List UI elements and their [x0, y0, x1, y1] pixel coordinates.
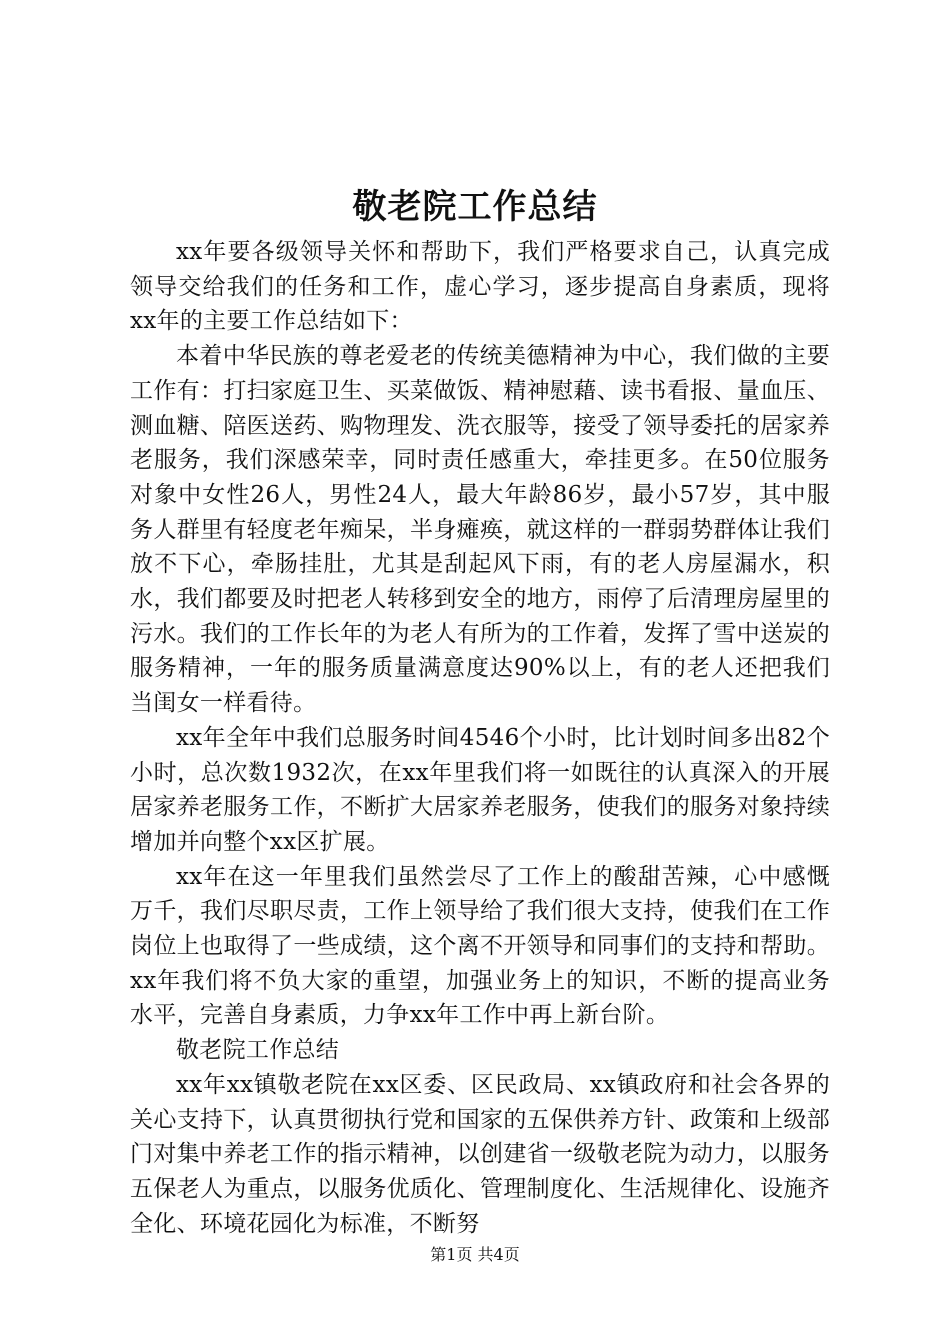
- paragraph: 本着中华民族的尊老爱老的传统美德精神为中心，我们做的主要工作有：打扫家庭卫生、买菜做饭、精神慰藉、读书看报、量血压、测血糖、陪医送药、购物理发、洗衣服等，接受了领导委托的居家养老服务，我们深感荣幸，同时责任感重大，牵挂更多。在50位服务对象中女性26人，男性24人，最大年龄86岁，最小57岁，其中服务人群里有轻度老年痴呆，半身瘫痪，就这样的一群弱势群体让我们放不下心，牵肠挂肚，尤其是刮起风下雨，有的老人房屋漏水，积水，我们都要及时把老人转移到安全的地方，雨停了后清理房屋里的污水。我们的工作长年的为老人有所为的工作着，发挥了雪中送炭的服务精神，一年的服务质量满意度达90%以上，有的老人还把我们当闺女一样看待。: [130, 343, 830, 717]
- paragraph: xx年全年中我们总服务时间4546个小时，比计划时间多出82个小时，总次数1932次，在xx年里我们将一如既往的认真深入的开展居家养老服务工作，不断扩大居家养老服务，使我们的服务对象持续增加并向整个xx区扩展。: [130, 724, 830, 855]
- paragraph: xx年要各级领导关怀和帮助下，我们严格要求自己，认真完成领导交给我们的任务和工作，虚心学习，逐步提高自身素质，现将xx年的主要工作总结如下：: [130, 239, 830, 335]
- document-body: [130, 235, 830, 1241]
- paragraph: xx年xx镇敬老院在xx区委、区民政局、xx镇政府和社会各界的关心支持下，认真贯彻执行党和国家的五保供养方针、政策和上级部门对集中养老工作的指示精神，以创建省一级敬老院为动力，以服务五保老人为重点，以服务优质化、管理制度化、生活规律化、设施齐全化、环境花园化为标准，不断努: [130, 1071, 830, 1237]
- paragraph: xx年在这一年里我们虽然尝尽了工作上的酸甜苦辣，心中感慨万千，我们尽职尽责，工作上领导给了我们很大支持，使我们在工作岗位上也取得了一些成绩，这个离不开领导和同事们的支持和帮助。xx年我们将不负大家的重望，加强业务上的知识，不断的提高业务水平，完善自身素质，力争xx年工作中再上新台阶。: [130, 863, 830, 1029]
- section-heading: 敬老院工作总结: [176, 1037, 340, 1064]
- page-number-footer: 第1页 共4页: [430, 1245, 520, 1264]
- document-title: 敬老院工作总结: [352, 187, 598, 227]
